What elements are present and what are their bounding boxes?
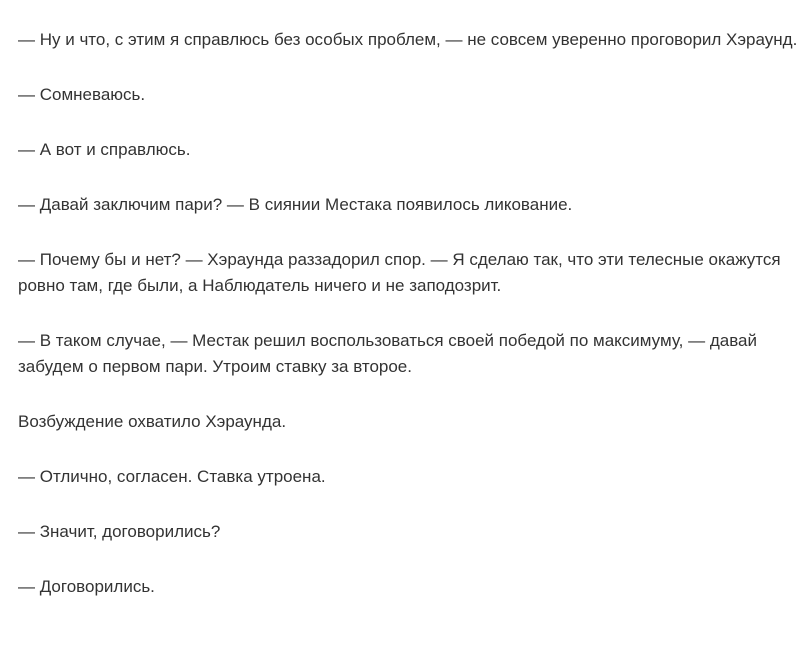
paragraph: — Ну и что, с этим я справлюсь без особых проблем, — не совсем уверенно проговорил Хэраунд. bbox=[18, 30, 798, 49]
paragraph: — Отлично, согласен. Ставка утроена. bbox=[18, 467, 326, 486]
paragraph: — Договорились. bbox=[18, 577, 155, 596]
paragraph: Возбуждение охватило Хэраунда. bbox=[18, 412, 287, 431]
paragraph: — Почему бы и нет? — Хэраунда раззадорил спор. — Я сделаю так, что эти телесные окажутся ровно там, где были, а Наблюдатель ничего и не заподозрит. bbox=[18, 250, 781, 295]
story-text bbox=[18, 27, 798, 629]
paragraph: — Давай заключим пари? — В сиянии Местака появилось ликование. bbox=[18, 195, 573, 214]
paragraph: — А вот и справлюсь. bbox=[18, 140, 191, 159]
paragraph: — Значит, договорились? bbox=[18, 522, 221, 541]
paragraph: — В таком случае, — Местак решил воспользоваться своей победой по максимуму, — давай забудем о первом пари. Утроим ставку за второе. bbox=[18, 331, 757, 376]
paragraph: — Сомневаюсь. bbox=[18, 85, 146, 104]
